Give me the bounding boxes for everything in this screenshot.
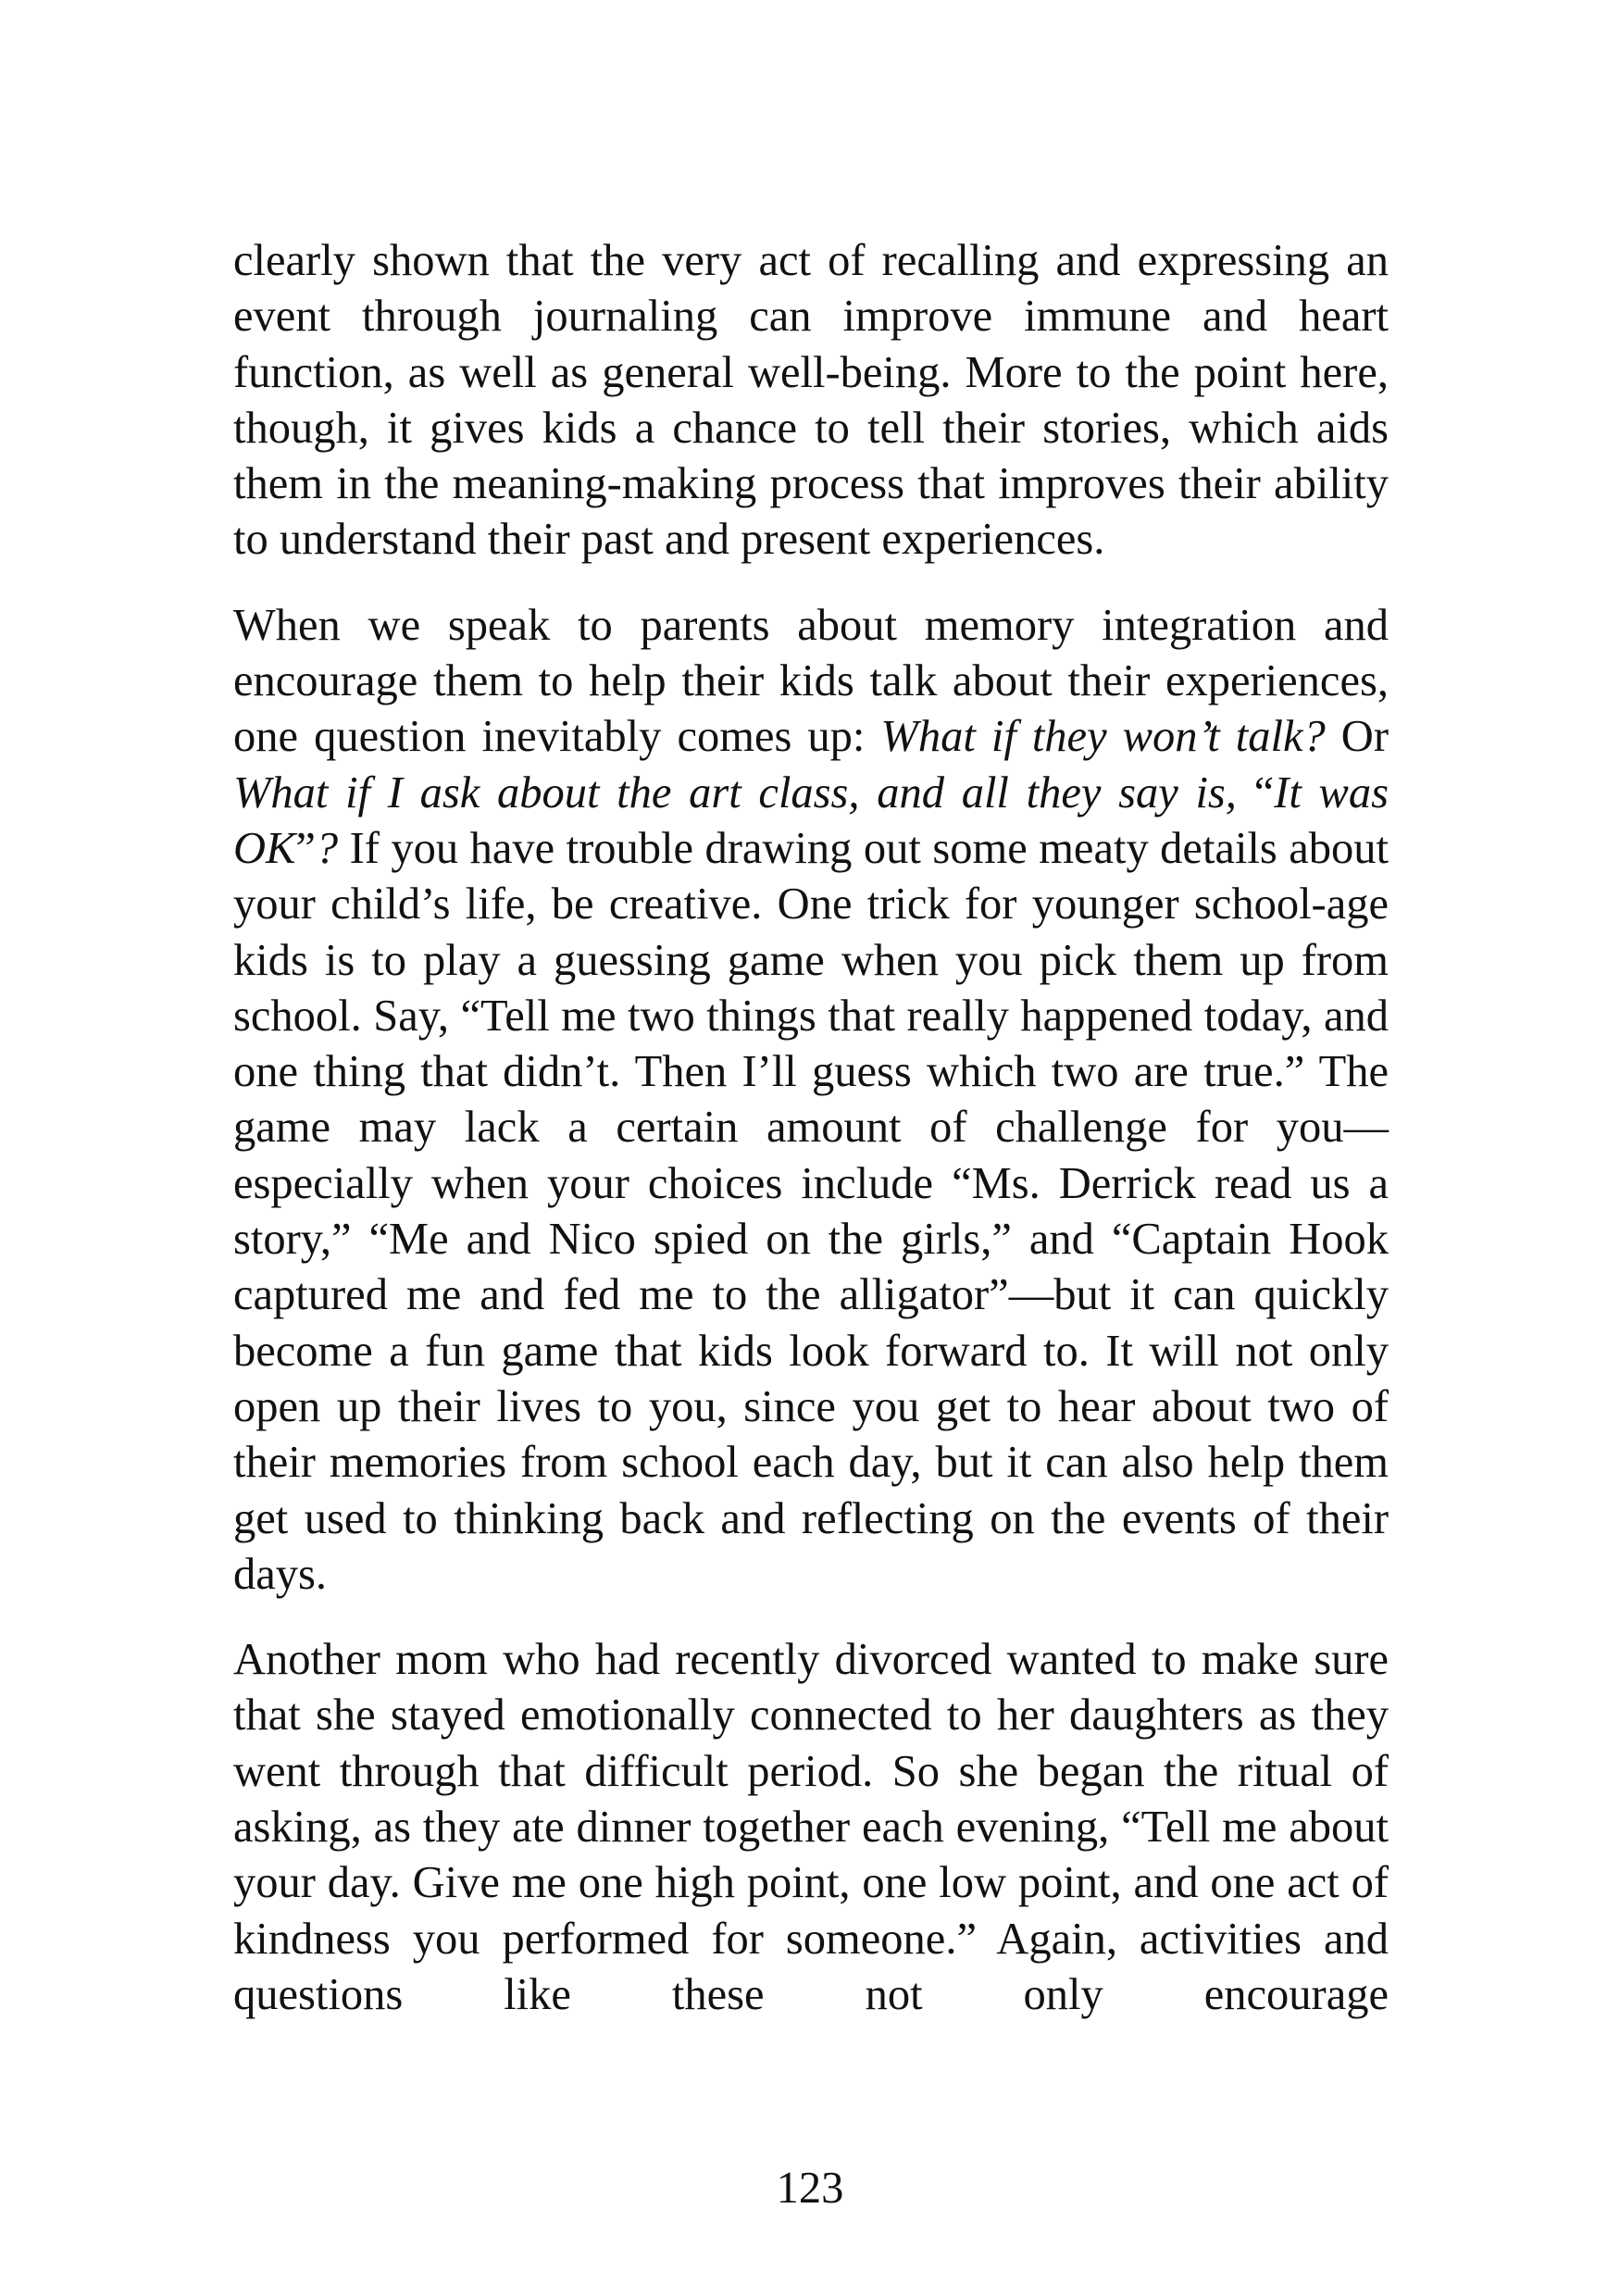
text-run: When we speak to parents about memory integration and encourage them to help their kids talk about their experiences, one question inevitably comes up: [233, 600, 1389, 762]
text-run: If you have trouble drawing out some meaty details about your child’s life, be creative. One trick for younger school-age kids is to play a guessing game when you pick them up from school. Say, “Tell me two things that really happened today, and one thing that didn’t. Then I’ll guess which two are true.” The game may lack a certain amount of challenge for you—especially when your choices include “Ms. Derrick read us a story,” “Me and Nico spied on the girls,” and “Captain Hook captured me and fed me to the alligator”—but it can quickly become a fun game that kids look forward to. It will not only open up their lives to you, since you get to hear about two of their memories from school each day, but it can also help them get used to thinking back and reflecting on the events of their days. [233, 823, 1389, 1599]
text-run: Another mom who had recently divorced wanted to make sure that she stayed emotionally connected to her daughters as they went through that difficult period. So she began the ritual of asking, as they ate dinner together each evening, “Tell me about your day. Give me one high point, one low point, and one act of kindness you performed for someone.” Again, activities and questions like these not only encourage [233, 1635, 1389, 2019]
paragraph-dinner-ritual [233, 1632, 1389, 2023]
text-run: Or [1325, 712, 1389, 762]
italic-text-run: What if they won’t talk? [880, 712, 1326, 762]
italic-text-run: What if I ask about the art class, and all they say is, [233, 767, 1237, 817]
paragraph-guessing-game [233, 598, 1389, 1603]
italic-text-run: ? [315, 823, 339, 873]
text-run: ” [295, 823, 316, 873]
body-text [233, 233, 1389, 2053]
page-number: 123 [776, 2164, 844, 2213]
paragraph-journaling [233, 233, 1389, 568]
text-run: “ [1236, 767, 1275, 817]
text-run: clearly shown that the very act of recalling and expressing an event through journaling can improve immune and heart function, as well as general well-being. More to the point here, though, it gives kids a chance to tell their stories, which aids them in the meaning-making process that improves their ability to understand their past and present experiences. [233, 236, 1389, 565]
italic-text-run: It was OK [233, 767, 1389, 873]
